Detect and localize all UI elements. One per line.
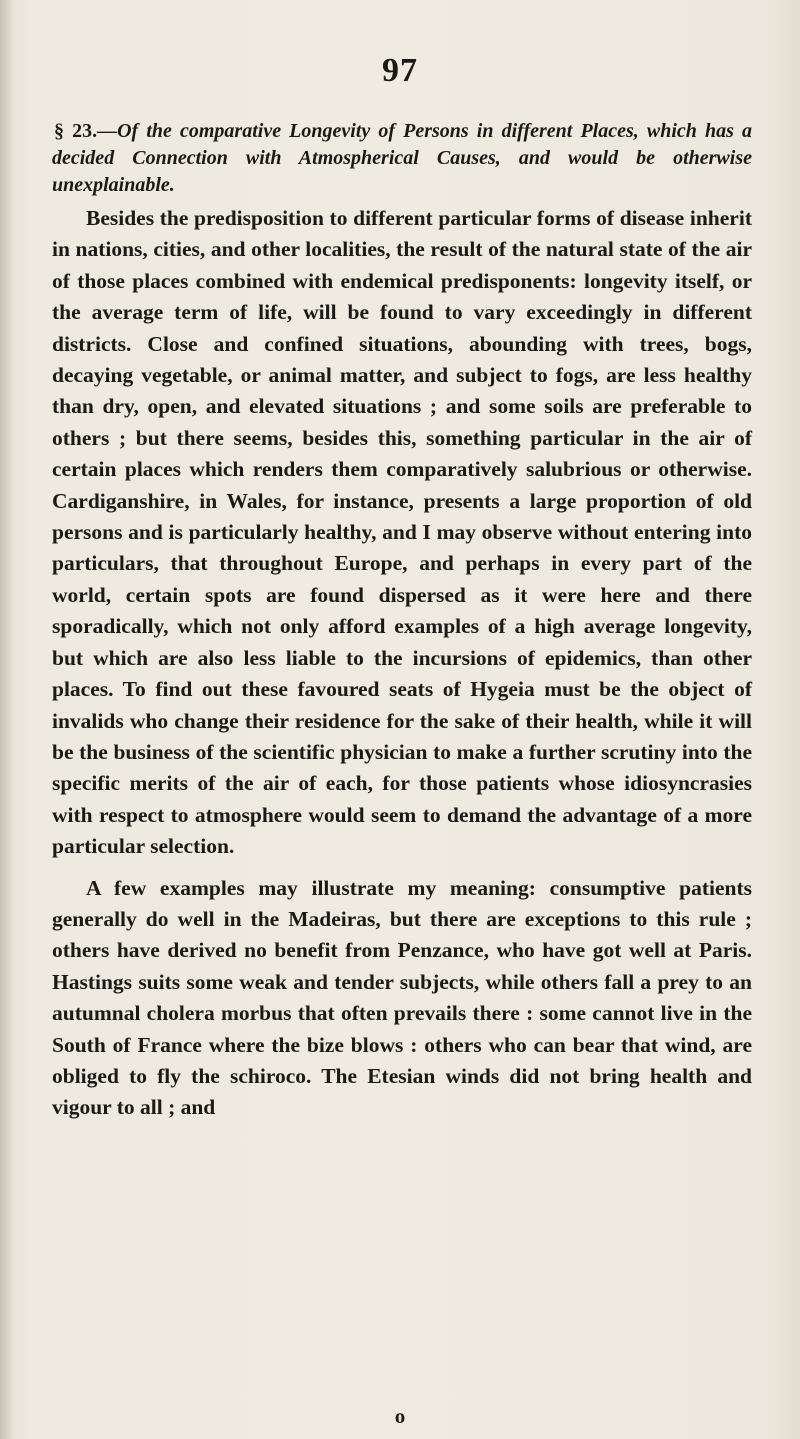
page-spine-shadow xyxy=(0,0,14,1439)
section-number: § 23. xyxy=(54,120,98,142)
section-heading xyxy=(52,118,752,199)
text-block xyxy=(52,118,752,1124)
body-paragraph-2: A few examples may illustrate my meaning: consumptive patients generally do well in the Madeiras, but there are exceptions to this rule ; others have derived no benefit from Penzance, who have got well at Paris. Hastings suits some weak and tender subjects, while others fall a prey to an autumnal cholera morbus that often prevails there : some cannot live in the South of France where the bize blows : others who can bear that wind, are obliged to fly the schiroco. The Etesian winds did not bring health and vigour to all ; and xyxy=(52,875,752,1120)
section-title: —Of the comparative Longevity of Persons in different Places, which has a decided Connection with Atmospherical Causes, and would be otherwise unexplainable. xyxy=(52,120,753,196)
body-paragraph-1: Besides the predisposition to different particular forms of disease inherit in nations, cities, and other localities, the result of the natural state of the air of those places combined with endemical predisponents: longevity itself, or the average term of life, will be found to vary exceedingly in different districts. Close and confined situations, abounding with trees, bogs, decaying vegetable, or animal matter, and subject to fogs, are less healthy than dry, open, and elevated situations ; and some soils are preferable to others ; but there seems, besides this, something particular in the air of certain places which renders them comparatively salubrious or otherwise. Cardiganshire, in Wales, for instance, presents a large proportion of old persons and is particularly healthy, and I may observe without entering into particulars, that throughout Europe, and perhaps in every part of the world, certain spots are found dispersed as it were here and there sporadically, which not only afford examples of a high average longevity, but which are also less liable to the incursions of epidemics, than other places. To find out these favoured seats of Hygeia must be the object of invalids who change their residence for the sake of their health, while it will be the business of the scientific physician to make a further scrutiny into the specific merits of the air of each, for those patients whose idiosyncrasies with respect to atmosphere would seem to demand the advantage of a more particular selection. xyxy=(52,206,752,859)
page-number: 97 xyxy=(382,52,418,89)
signature-mark: o xyxy=(394,1404,406,1428)
